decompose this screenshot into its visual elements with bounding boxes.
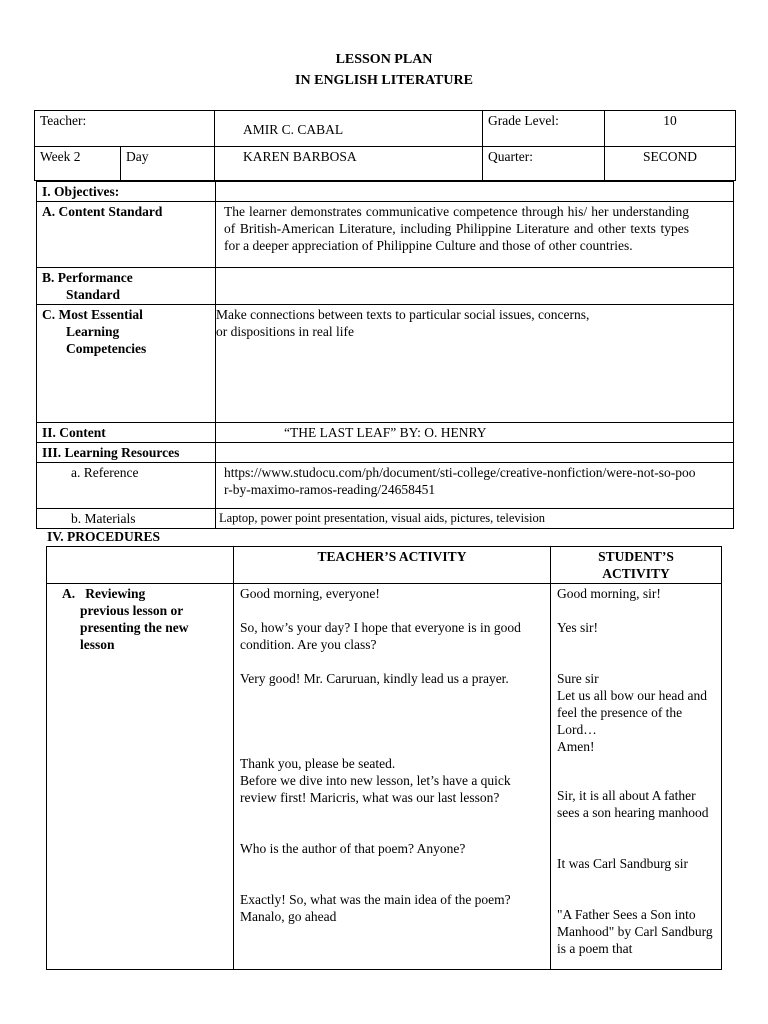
objectives-cell [216, 182, 734, 202]
quarter-label: Quarter: [483, 147, 605, 181]
materials-text: Laptop, power point presentation, visual aids, pictures, television [216, 509, 734, 529]
step-a-line4: lesson [80, 637, 115, 652]
student-line-greeting: Good morning, sir! [557, 586, 661, 601]
teacher-line-prayer: Very good! Mr. Caruruan, kindly lead us a prayer. [240, 671, 509, 686]
step-a-line1: Reviewing [85, 586, 146, 601]
student-header-line1: STUDENT’S [598, 549, 674, 564]
student-line-author: It was Carl Sandburg sir [557, 856, 688, 871]
teacher-line-greeting: Good morning, everyone! [240, 586, 380, 601]
grade-level-value: 10 [605, 111, 736, 147]
teacher-line-checkup: So, how’s your day? I hope that everyone is in good condition. Are you class? [240, 620, 521, 652]
content-label: II. Content [37, 423, 216, 443]
quarter-value: SECOND [605, 147, 736, 181]
reference-label: a. Reference [37, 463, 216, 509]
step-a-line3: presenting the new [80, 620, 189, 635]
performance-label-line1: B. Performance [42, 270, 133, 285]
document-title: LESSON PLAN [335, 52, 433, 67]
lesson-plan-table [36, 181, 734, 529]
step-a-line2: previous lesson or [80, 603, 184, 618]
content-standard-label: A. Content Standard [37, 202, 216, 268]
materials-label: b. Materials [37, 509, 216, 529]
day-label: Day [121, 147, 215, 181]
procedures-label: IV. PROCEDURES [47, 529, 161, 544]
document-subtitle: IN ENGLISH LITERATURE [295, 73, 473, 88]
grade-level-label: Grade Level: [483, 111, 605, 147]
student-activity-cell [551, 584, 722, 970]
competencies-text-line2: or dispositions in real life [216, 324, 354, 339]
competencies-label-line3: Competencies [66, 341, 147, 356]
procedures-table [46, 546, 722, 970]
step-a-letter: A. [62, 586, 76, 601]
competencies-label [37, 305, 216, 423]
teacher-line-author: Who is the author of that poem? Anyone? [240, 841, 466, 856]
performance-standard-label [37, 268, 216, 305]
learning-resources-label: III. Learning Resources [37, 443, 216, 463]
procedures-header-empty [47, 547, 234, 584]
performance-label-line2: Standard [66, 287, 121, 302]
teacher-activity-cell [234, 584, 551, 970]
teacher-name-2: KAREN BARBOSA [215, 147, 483, 181]
learning-resources-cell [216, 443, 734, 463]
student-line-main-idea: "A Father Sees a Son into Manhood" by Carl Sandburg is a poem that [557, 907, 713, 956]
teacher-line-seated: Thank you, please be seated. [240, 756, 396, 771]
teacher-info-table [34, 110, 736, 181]
teacher-name: AMIR C. CABAL [215, 111, 483, 147]
teacher-label: Teacher: [35, 111, 215, 147]
student-line-prayer: Let us all bow our head and feel the presence of the Lord… [557, 688, 707, 737]
student-line-yes: Yes sir! [557, 620, 599, 635]
competencies-label-line2: Learning [66, 324, 120, 339]
competencies-text [216, 305, 734, 423]
student-line-sure: Sure sir [557, 671, 599, 686]
teacher-activity-header: TEACHER’S ACTIVITY [234, 547, 551, 584]
competencies-text-line1: Make connections between texts to particular social issues, concerns, [216, 307, 590, 322]
student-line-amen: Amen! [557, 739, 595, 754]
step-a-cell [47, 584, 234, 970]
reference-link[interactable]: https://www.studocu.com/ph/document/sti-college/creative-nonfiction/were-not-so-poor-by-maximo-ramos-reading/24658451 [216, 463, 734, 509]
student-activity-header [551, 547, 722, 584]
week-label: Week 2 [35, 147, 121, 181]
content-text: “THE LAST LEAF” BY: O. HENRY [216, 423, 734, 443]
teacher-line-review: Before we dive into new lesson, let’s have a quick review first! Maricris, what was our last lesson? [240, 773, 511, 805]
student-header-line2: ACTIVITY [602, 566, 670, 581]
teacher-line-main-idea: Exactly! So, what was the main idea of the poem? Manalo, go ahead [240, 892, 511, 924]
content-standard-text: The learner demonstrates communicative competence through his/ her understanding of British-American Literature, including Philippine Literature and other texts types for a deeper appreciation of Philippine Culture and those of other countries. [216, 202, 734, 268]
student-line-lesson: Sir, it is all about A father sees a son hearing manhood [557, 788, 709, 820]
step-a-label [52, 585, 228, 653]
objectives-label: I. Objectives: [37, 182, 216, 202]
performance-standard-text [216, 268, 734, 305]
competencies-label-line1: C. Most Essential [42, 307, 143, 322]
